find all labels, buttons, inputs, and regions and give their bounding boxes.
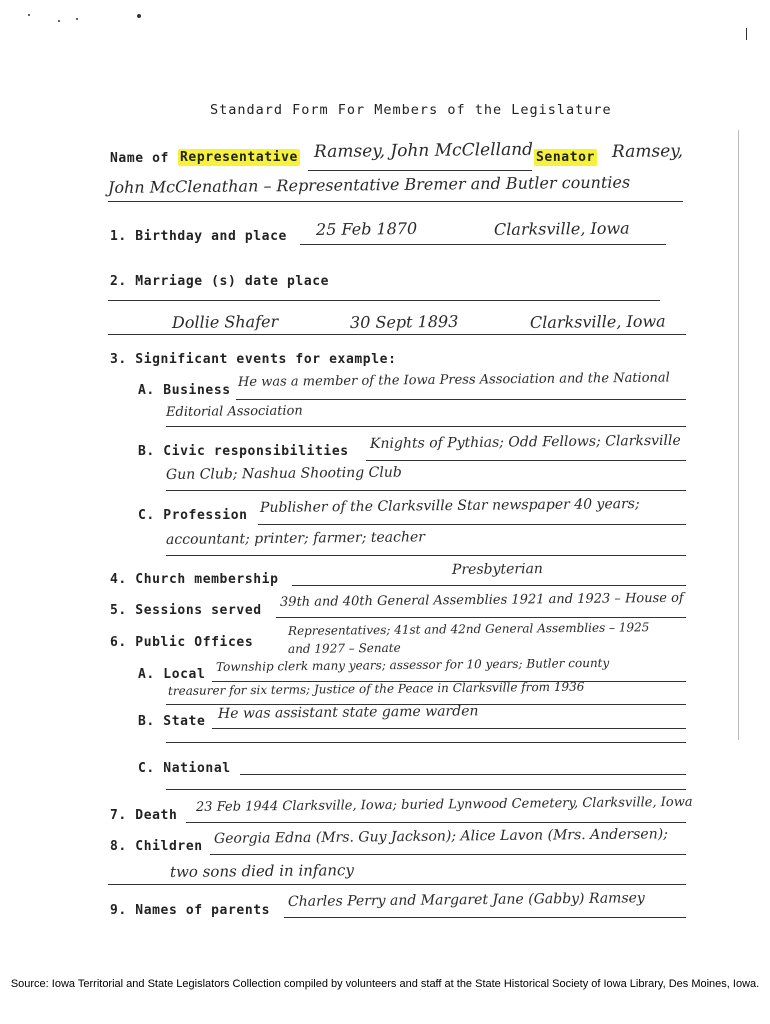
offices-value-1: Representatives; 41st and 42nd General Assemblies – 1925	[287, 620, 650, 638]
business-value-1: He was a member of the Iowa Press Association and the National	[237, 370, 670, 390]
scan-edge-line	[738, 130, 739, 740]
state-underline-2	[166, 742, 686, 743]
name-label: Name of	[110, 151, 169, 166]
marriage-label: 2. Marriage (s) date place	[110, 274, 330, 289]
birth-label: 1. Birthday and place	[110, 229, 287, 244]
business-underline-2	[166, 426, 686, 427]
sessions-value: 39th and 40th General Assemblies 1921 and 1923 – House of	[279, 590, 684, 610]
profession-underline	[258, 524, 686, 525]
profession-label: C. Profession	[138, 508, 248, 523]
parents-label: 9. Names of parents	[110, 903, 271, 918]
state-value: He was assistant state game warden	[217, 703, 479, 722]
representative-label: Representative	[180, 150, 298, 165]
name-value: Ramsey, John McClelland	[313, 139, 534, 162]
state-label: B. State	[138, 714, 206, 729]
children-value-2: two sons died in infancy	[169, 861, 354, 881]
marriage-date: 30 Sept 1893	[349, 311, 459, 332]
source-caption: Source: Iowa Territorial and State Legislators Collection compiled by volunteers and staff at the State Historical Society of Iowa Library, Des Moines, Iowa.	[10, 978, 760, 990]
birth-place: Clarksville, Iowa	[493, 218, 630, 239]
name-underline-2	[108, 201, 683, 202]
civic-value-1: Knights of Pythias; Odd Fellows; Clarksville	[369, 432, 681, 452]
scan-speck	[76, 18, 78, 20]
senator-label: Senator	[536, 150, 595, 165]
parents-underline	[284, 917, 686, 918]
profession-value-2: accountant; printer; farmer; teacher	[165, 529, 426, 548]
national-label: C. National	[138, 761, 231, 776]
birth-underline	[300, 244, 666, 245]
civic-label: B. Civic responsibilities	[138, 444, 349, 459]
business-value-2: Editorial Association	[165, 403, 303, 420]
events-label: 3. Significant events for example:	[110, 352, 397, 367]
business-underline	[236, 399, 686, 400]
state-underline	[212, 728, 686, 729]
sessions-label: 5. Sessions served	[110, 603, 262, 618]
civic-underline	[366, 460, 686, 461]
church-underline	[292, 585, 686, 586]
children-value-1: Georgia Edna (Mrs. Guy Jackson); Alice Lavon (Mrs. Andersen);	[213, 826, 668, 847]
death-value: 23 Feb 1944 Clarksville, Iowa; buried Lynwood Cemetery, Clarksville, Iowa	[195, 794, 693, 815]
profession-underline-2	[166, 555, 686, 556]
scan-speck	[58, 20, 60, 22]
children-label: 8. Children	[110, 839, 203, 854]
name-underline	[308, 170, 532, 171]
birth-date: 25 Feb 1870	[315, 218, 418, 239]
parents-value: Charles Perry and Margaret Jane (Gabby) Ramsey	[287, 890, 645, 910]
sessions-underline	[276, 617, 686, 618]
national-underline	[240, 774, 686, 775]
name-value-2: Ramsey,	[611, 141, 684, 162]
scan-speck	[746, 28, 747, 40]
marriage-spouse: Dollie Shafer	[171, 311, 279, 332]
profession-value-1: Publisher of the Clarksville Star newspaper 40 years;	[259, 496, 640, 516]
marriage-underline-2	[108, 334, 686, 335]
scan-speck	[28, 14, 30, 16]
death-underline	[186, 822, 686, 823]
scan-speck	[137, 14, 141, 18]
form-title: Standard Form For Members of the Legislature	[210, 102, 612, 118]
church-value: Presbyterian	[451, 561, 543, 578]
local-value-2: treasurer for six terms; Justice of the Peace in Clarksville from 1936	[167, 679, 585, 698]
name-value-3: John McClenathan – Representative Bremer and Butler counties	[107, 172, 631, 197]
offices-value-2: and 1927 – Senate	[287, 640, 401, 656]
church-label: 4. Church membership	[110, 572, 279, 587]
civic-value-2: Gun Club; Nashua Shooting Club	[165, 464, 402, 483]
national-underline-2	[166, 789, 686, 790]
local-value-1: Township clerk many years; assessor for 10 years; Butler county	[215, 655, 610, 674]
offices-label: 6. Public Offices	[110, 635, 254, 650]
civic-underline-2	[166, 490, 686, 491]
marriage-place: Clarksville, Iowa	[529, 311, 666, 332]
children-underline-2	[108, 884, 686, 885]
business-label: A. Business	[138, 383, 231, 398]
local-label: A. Local	[138, 667, 206, 682]
children-underline	[210, 854, 686, 855]
death-label: 7. Death	[110, 808, 178, 823]
marriage-underline	[108, 300, 660, 301]
